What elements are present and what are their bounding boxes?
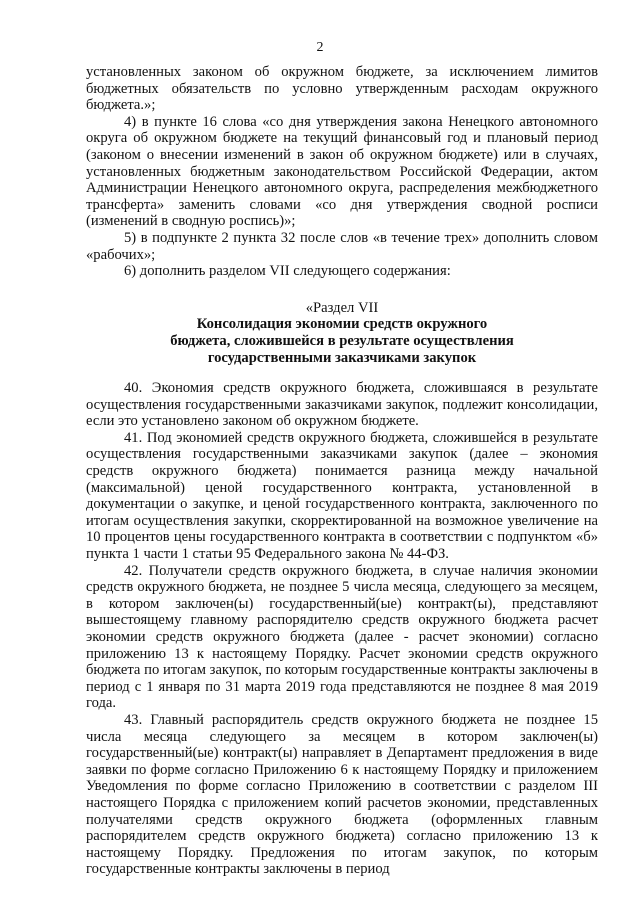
section-heading [86,300,598,366]
paragraph-item-6: 6) дополнить разделом VII следующего содержания: [124,263,451,280]
section-title-line-3: государственными заказчиками закупок [207,349,477,366]
paragraph-40: 40. Экономия средств окружного бюджета, сложившаяся в результате осуществления государственными заказчиками закупок, подлежит консолидации, если это установлено законом об окружном бюджете. [86,380,598,430]
paragraph-item-5: 5) в подпункте 2 пункта 32 после слов «в течение трех» дополнить словом «рабочих»; [86,229,598,263]
paragraph-43: 43. Главный распорядитель средств окружного бюджета не позднее 15 числа месяца следующего за месяцем в котором заключен(ы) государственный(ые) контракт(ы) направляет в Департамент предложения в виде заявки по форме согласно Приложению 6 к настоящему Порядку и приложением Уведомления по форме согласно Приложению в соответствии с разделом III настоящего Порядка с приложением копий расчетов экономии, представленных получателями средств окружного бюджета (оформленных главным распорядителем средств окружного бюджета) согласно приложению 13 к настоящему Порядку. Предложения по итогам закупок, по которым государственные контракты заключены в период [86,711,598,878]
paragraph-42: 42. Получатели средств окружного бюджета, в случае наличия экономии средств окружного бюджета, не позднее 5 числа месяца, следующего за месяцем, в котором заключен(ы) государственный(ые) контракт(ы), представляют вышестоящему главному распорядителю средств окружного бюджета расчет экономии средств окружного бюджета (далее - расчет экономии) согласно приложению 13 к настоящему Порядку. Расчет экономии средств окружного бюджета по итогам закупок, по которым государственные контракты заключены в период с 1 января по 31 марта 2019 года представляются не позднее 8 мая 2019 года. [86,562,598,712]
section-title-line-2: бюджета, сложившейся в результате осуществления [170,332,514,349]
paragraph-41: 41. Под экономией средств окружного бюджета, сложившейся в результате осуществления государственными заказчиками закупок (далее – экономия средств окружного бюджета) понимается разница между начальной (максимальной) ценой государственного контракта, установленной в документации о закупке, и ценой государственного контракта, заключенного по итогам осуществления закупки, скорректированной на возможное увеличение на 10 процентов цены государственного контракта в соответствии с подпунктом «б» пункта 1 части 1 статьи 95 Федерального закона № 44-ФЗ. [86,429,598,563]
document-body [86,64,598,878]
page-number: 2 [316,40,324,55]
paragraph-item-4: 4) в пункте 16 слова «со дня утверждения закона Ненецкого автономного округа об окружном бюджете на текущий финансовый год и плановый период (законом о внесении изменений в закон об окружном бюджете) или в случаях, установленных бюджетным законодательством Российской Федерации, актом Администрации Ненецкого автономного округа, распределения межбюджетного трансферта» заменить словами «со дня утверждения сводной росписи (изменений в сводную роспись)»; [86,113,598,230]
section-title-line-1: Консолидация экономии средств окружного [196,316,488,333]
paragraph-continuation: установленных законом об окружном бюджете, за исключением лимитов бюджетных обязательств по условно утвержденным расходам окружного бюджета.»; [86,64,598,114]
section-label: «Раздел VII [305,299,379,316]
